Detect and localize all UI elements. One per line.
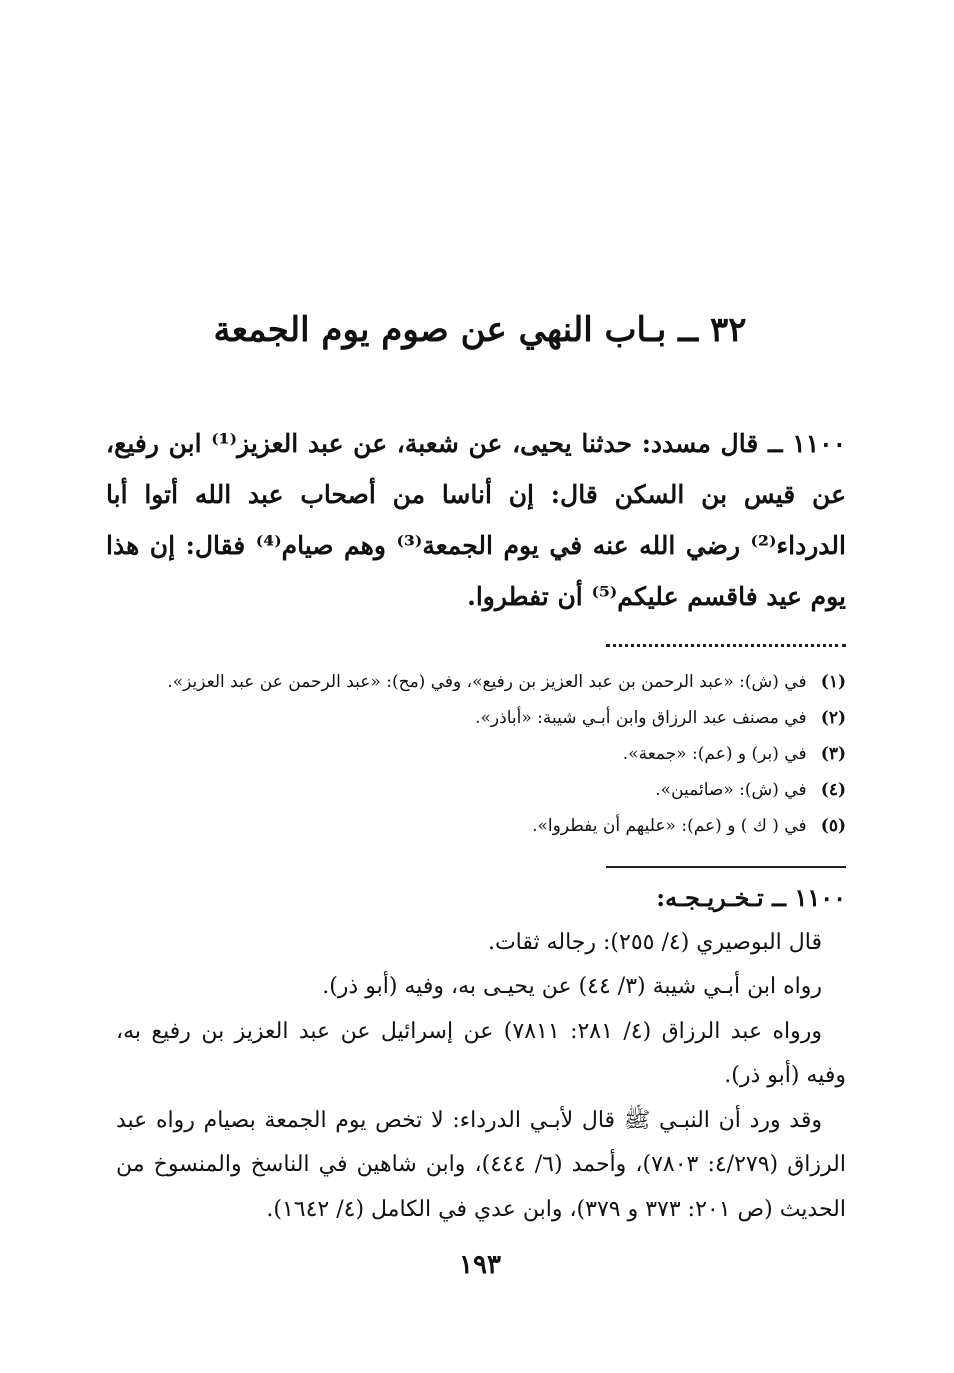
footnote-item [106, 808, 846, 844]
takhrij-paragraph: رواه ابن أبـي شيبة (٣/ ٤٤) عن يحيـى به، وفيه (أبو ذر). [322, 974, 822, 999]
footnote-text: في (بر) و (عم): «جمعة». [622, 744, 807, 764]
footnote-number: (٤) [820, 780, 846, 800]
hadith-text [106, 418, 846, 622]
footnote-item [106, 736, 846, 772]
footnotes-list [106, 664, 846, 844]
footnote-item [106, 772, 846, 808]
footnote-number: (٢) [820, 708, 846, 728]
section-divider [606, 866, 846, 868]
hadith-paragraph: ١١٠٠ ــ قال مسدد: حدثنا يحيى، عن شعبة، عن عبد العزيز⁽¹⁾ ابن رفيع، عن قيس بن السكن قال: إن أناسا من أصحاب عبد الله أتوا أبا الدرداء⁽²⁾ رضي الله عنه في يوم الجمعة⁽³⁾ وهم صيام⁽⁴⁾ فقال: إن هذا يوم عيد فاقسم عليكم⁽⁵⁾ أن تفطروا. [106, 429, 846, 611]
takhrij-section [116, 876, 846, 1232]
page-number: ١٩٣ [459, 1250, 501, 1280]
takhrij-heading: ١١٠٠ ــ تـخـريـجـه: [656, 883, 846, 912]
footnote-number: (٥) [820, 816, 846, 836]
dotted-separator [606, 632, 846, 647]
footnote-item [106, 664, 846, 700]
footnote-text: في (ش): «صائمين». [655, 780, 807, 800]
takhrij-paragraph: وقد ورد أن النبـي ﷺ قال لأبـي الدرداء: لا تخص يوم الجمعة بصيام رواه عبد الرزاق (٤/٢٧٩: ٧٨٠٣)، وأحمد (٦/ ٤٤٤)، وابن شاهين في الناسخ والمنسوخ من الحديث (ص ٢٠١: ٣٧٣ و ٣٧٩)، وابن عدي في الكامل (٤/ ١٦٤٢). [116, 1107, 846, 1222]
chapter-title: ٣٢ ــ بـاب النهي عن صوم يوم الجمعة [213, 310, 747, 350]
footnote-number: (٣) [820, 744, 846, 764]
takhrij-paragraph: قال البوصيري (٤/ ٢٥٥): رجاله ثقات. [487, 929, 822, 955]
footnote-number: (١) [820, 672, 846, 692]
footnote-text: في ( ك ) و (عم): «عليهم أن يفطروا». [532, 816, 807, 836]
footnote-text: في مصنف عبد الرزاق وابن أبـي شيبة: «أباذر». [475, 708, 807, 728]
takhrij-paragraph: ورواه عبد الرزاق (٤/ ٢٨١: ٧٨١١) عن إسرائيل عن عبد العزيز بن رفيع به، وفيه (أبو ذر). [116, 1018, 846, 1088]
footnote-item [106, 700, 846, 736]
footnote-text: في (ش): «عبد الرحمن بن عبد العزيز بن رفيع»، وفي (مح): «عبد الرحمن عن عبد العزيز». [167, 672, 807, 692]
